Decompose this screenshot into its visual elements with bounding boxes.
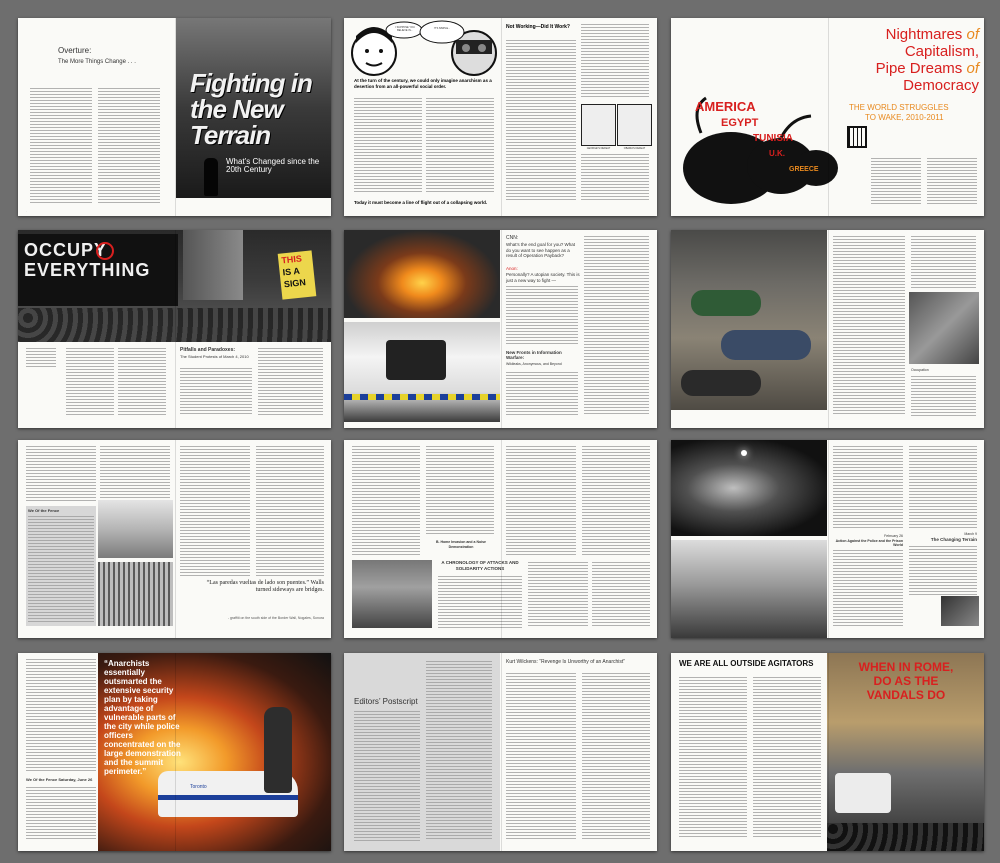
body-text-column bbox=[911, 376, 976, 416]
body-text-column bbox=[871, 158, 921, 206]
section-heading: Not Working—Did It Work? bbox=[506, 24, 570, 30]
right-title-line-3: VANDALS DO bbox=[866, 688, 946, 702]
new-fronts-subheading: Wikileaks, Anonymous, and Beyond bbox=[506, 362, 562, 366]
fire-photo bbox=[344, 230, 500, 318]
spread-changing-terrain bbox=[671, 440, 984, 638]
bomb-label-tunisia: TUNISIA bbox=[753, 133, 793, 144]
banner-text: OCCUPY EVERYTHING bbox=[24, 240, 151, 280]
protester-figure bbox=[264, 707, 292, 793]
body-text-column bbox=[98, 88, 160, 203]
spread-occupation bbox=[671, 230, 984, 428]
comic-label-right: OBAMA’S DEFEAT bbox=[623, 147, 646, 150]
body-text-column bbox=[506, 286, 578, 346]
quote-attribution: - graffiti on the south side of the Border Wall, Nogales, Sonora bbox=[227, 616, 324, 620]
building bbox=[183, 230, 243, 300]
spread-chronology bbox=[344, 440, 657, 638]
section-heading: The Changing Terrain bbox=[930, 537, 977, 542]
body-text-column bbox=[582, 446, 650, 556]
spread-border-wall bbox=[18, 440, 331, 638]
police-van-photo bbox=[344, 322, 500, 422]
body-text-column bbox=[26, 787, 96, 839]
overture-heading: Overture: bbox=[58, 46, 92, 55]
van bbox=[835, 773, 891, 813]
right-title-line-1: WHEN IN ROME, bbox=[858, 660, 954, 674]
bottom-quote: Today it must become a line of flight out of a collapsing world. bbox=[354, 200, 488, 205]
body-text-column bbox=[256, 446, 324, 576]
spread-cnn bbox=[344, 230, 657, 428]
anon-answer: Personally? A utopian society. This is just a new way to fight — bbox=[506, 272, 580, 283]
body-text-column bbox=[909, 446, 977, 530]
section-heading-2: Action Against the Police and the Prison World bbox=[835, 539, 903, 547]
bomb-label-uk: U.K. bbox=[769, 149, 785, 158]
date-label: March 9 bbox=[964, 532, 977, 536]
body-text-column bbox=[30, 88, 92, 203]
spread-toronto bbox=[18, 653, 331, 851]
body-text-column bbox=[354, 98, 422, 193]
body-text-column bbox=[26, 348, 56, 368]
title-capitalism: Capitalism, bbox=[904, 43, 979, 60]
border-wall-photo bbox=[98, 562, 173, 626]
body-text-column bbox=[354, 711, 420, 841]
spread-not-working bbox=[344, 18, 657, 216]
van-window bbox=[386, 340, 446, 380]
sign-line-2: IS A bbox=[282, 265, 301, 278]
spread-occupy bbox=[18, 230, 331, 428]
car-label: Toronto bbox=[190, 784, 207, 790]
spread-postscript bbox=[344, 653, 657, 851]
car-stripe bbox=[158, 795, 298, 800]
hero-photo bbox=[176, 18, 331, 198]
night-riot-photo bbox=[671, 440, 827, 536]
comic-panel-right bbox=[617, 104, 652, 146]
spread-subtitle: What’s Changed since the 20th Century bbox=[226, 157, 320, 174]
comic-panel-left bbox=[581, 104, 616, 146]
body-text-column bbox=[352, 446, 420, 556]
photo-caption: We Of the Fence Saturday, June 26 bbox=[26, 777, 93, 782]
chronology-heading: A CHRONOLOGY OF ATTACKS AND SOLIDARITY ACTIONS bbox=[441, 560, 519, 571]
body-text-column bbox=[506, 446, 576, 556]
title-democracy: Democracy bbox=[903, 77, 979, 94]
body-text-column bbox=[506, 372, 578, 416]
pull-quote: At the turn of the century, we could only imagine anarchism as a desertion from an all-powerful social order. bbox=[354, 78, 492, 89]
sidebar-section-title: We Of the Fence bbox=[28, 508, 60, 513]
body-text-column bbox=[118, 348, 166, 416]
body-text-column bbox=[833, 446, 903, 530]
body-text-column bbox=[180, 446, 250, 576]
body-text-column bbox=[26, 659, 96, 773]
body-text-column bbox=[426, 446, 494, 536]
title-of-1: of bbox=[966, 26, 979, 43]
body-text-column bbox=[506, 673, 576, 839]
comic-label-left: GEORGE’S DEFEAT bbox=[586, 147, 611, 150]
body-text-column bbox=[506, 40, 576, 200]
body-text-column bbox=[426, 98, 494, 193]
figure bbox=[681, 370, 761, 396]
cnn-label: CNN: bbox=[506, 235, 519, 241]
postscript-heading: Editors’ Postscript bbox=[354, 697, 418, 706]
article-title: Kurt Wilckens: “Revenge Is Unworthy of an Anarchist” bbox=[506, 659, 625, 665]
section-subheading: The Student Protests of March 4, 2010 bbox=[180, 354, 249, 359]
bomb-label-greece: GREECE bbox=[789, 166, 819, 173]
bomb-label-egypt: EGYPT bbox=[721, 117, 759, 129]
spread-overture bbox=[18, 18, 331, 216]
body-text-column bbox=[528, 562, 588, 628]
pull-quote: “Anarchists essentially outsmarted the extensive security plan by taking advantage of vulnerable parts of the city while police officers concentrated on the large demonstration and the summit perimeter.” bbox=[104, 659, 181, 776]
barricade-photo bbox=[671, 540, 827, 638]
body-text-column bbox=[581, 154, 649, 202]
body-text-column bbox=[679, 677, 747, 837]
chronology-text bbox=[438, 576, 522, 628]
riot-police-line bbox=[827, 823, 984, 851]
crowd bbox=[18, 308, 331, 342]
street-photo bbox=[352, 560, 432, 628]
body-text-column bbox=[180, 368, 252, 416]
date-label-2: February 26 bbox=[884, 534, 903, 538]
anarchy-symbol bbox=[96, 242, 114, 260]
section-heading: Pitfalls and Paradoxes: bbox=[180, 347, 236, 353]
sign-line-3: SIGN bbox=[283, 277, 307, 290]
body-text-column bbox=[26, 446, 96, 502]
sidebar-text bbox=[28, 516, 94, 622]
subtitle-line-2: TO WAKE, 2010-2011 bbox=[865, 113, 944, 122]
title-pipe-dreams: Pipe Dreams bbox=[875, 60, 963, 77]
figure-silhouette bbox=[204, 158, 218, 196]
body-text-column bbox=[909, 546, 977, 596]
street-light bbox=[741, 450, 747, 456]
sign bbox=[278, 250, 317, 299]
spread-vandals bbox=[671, 653, 984, 851]
small-photo bbox=[941, 596, 979, 626]
anon-label: Anon: bbox=[506, 266, 518, 271]
body-text-column bbox=[426, 661, 492, 841]
body-text-column bbox=[753, 677, 821, 837]
speech-bubble-right: IT’S SIMPLE... bbox=[433, 27, 451, 30]
spread-title: Fighting in the New Terrain bbox=[190, 68, 312, 150]
border-landscape-photo bbox=[98, 500, 173, 558]
speech-bubble-left: I SUPPOSE YOU BELIEVE IN... bbox=[395, 26, 415, 32]
body-text-column bbox=[833, 550, 903, 626]
body-text-column bbox=[927, 158, 977, 206]
figure bbox=[691, 290, 761, 316]
pull-quote: “Las paredas vueltas de lado son puentes.” Walls turned sideways are bridges. bbox=[206, 580, 324, 593]
body-text-column bbox=[911, 236, 976, 288]
body-text-column bbox=[258, 348, 323, 416]
title-nightmares: Nightmares bbox=[885, 26, 963, 43]
body-text-column bbox=[582, 673, 650, 839]
sign-line-1: THIS bbox=[280, 253, 303, 266]
body-text-column bbox=[584, 236, 649, 416]
cnn-question: What’s the end goal for you? What do you want to see happen as a result of Operation Payback? bbox=[506, 242, 575, 258]
body-text-column bbox=[833, 236, 905, 416]
occupy-photo bbox=[18, 230, 331, 342]
bomb-label-america: AMERICA bbox=[695, 99, 756, 114]
body-text-column bbox=[66, 348, 114, 416]
body-text-column bbox=[100, 446, 170, 500]
comic-illustration bbox=[344, 18, 500, 76]
hanging-cage-icon bbox=[847, 126, 867, 148]
body-text-column bbox=[581, 24, 649, 99]
right-title-line-2: DO AS THE bbox=[873, 674, 939, 688]
subsection-heading: B. Home Invasion and a Noise Demonstration bbox=[436, 540, 486, 549]
sleeping-protesters-photo bbox=[671, 230, 827, 410]
overture-subheading: The More Things Change . . . bbox=[58, 59, 136, 65]
figure bbox=[721, 330, 811, 360]
new-fronts-heading: New Fronts in Information Warfare: bbox=[506, 350, 562, 360]
spread-nightmares bbox=[671, 18, 984, 216]
photo-caption: Occupation bbox=[911, 368, 929, 372]
van-stripe bbox=[344, 394, 500, 400]
body-text-column bbox=[592, 562, 650, 628]
subtitle-line-1: THE WORLD STRUGGLES bbox=[849, 103, 949, 112]
left-title: WE ARE ALL OUTSIDE AGITATORS bbox=[679, 659, 814, 668]
title-of-2: of bbox=[966, 60, 979, 77]
folio: · bbox=[26, 209, 27, 213]
small-photo bbox=[909, 292, 979, 364]
